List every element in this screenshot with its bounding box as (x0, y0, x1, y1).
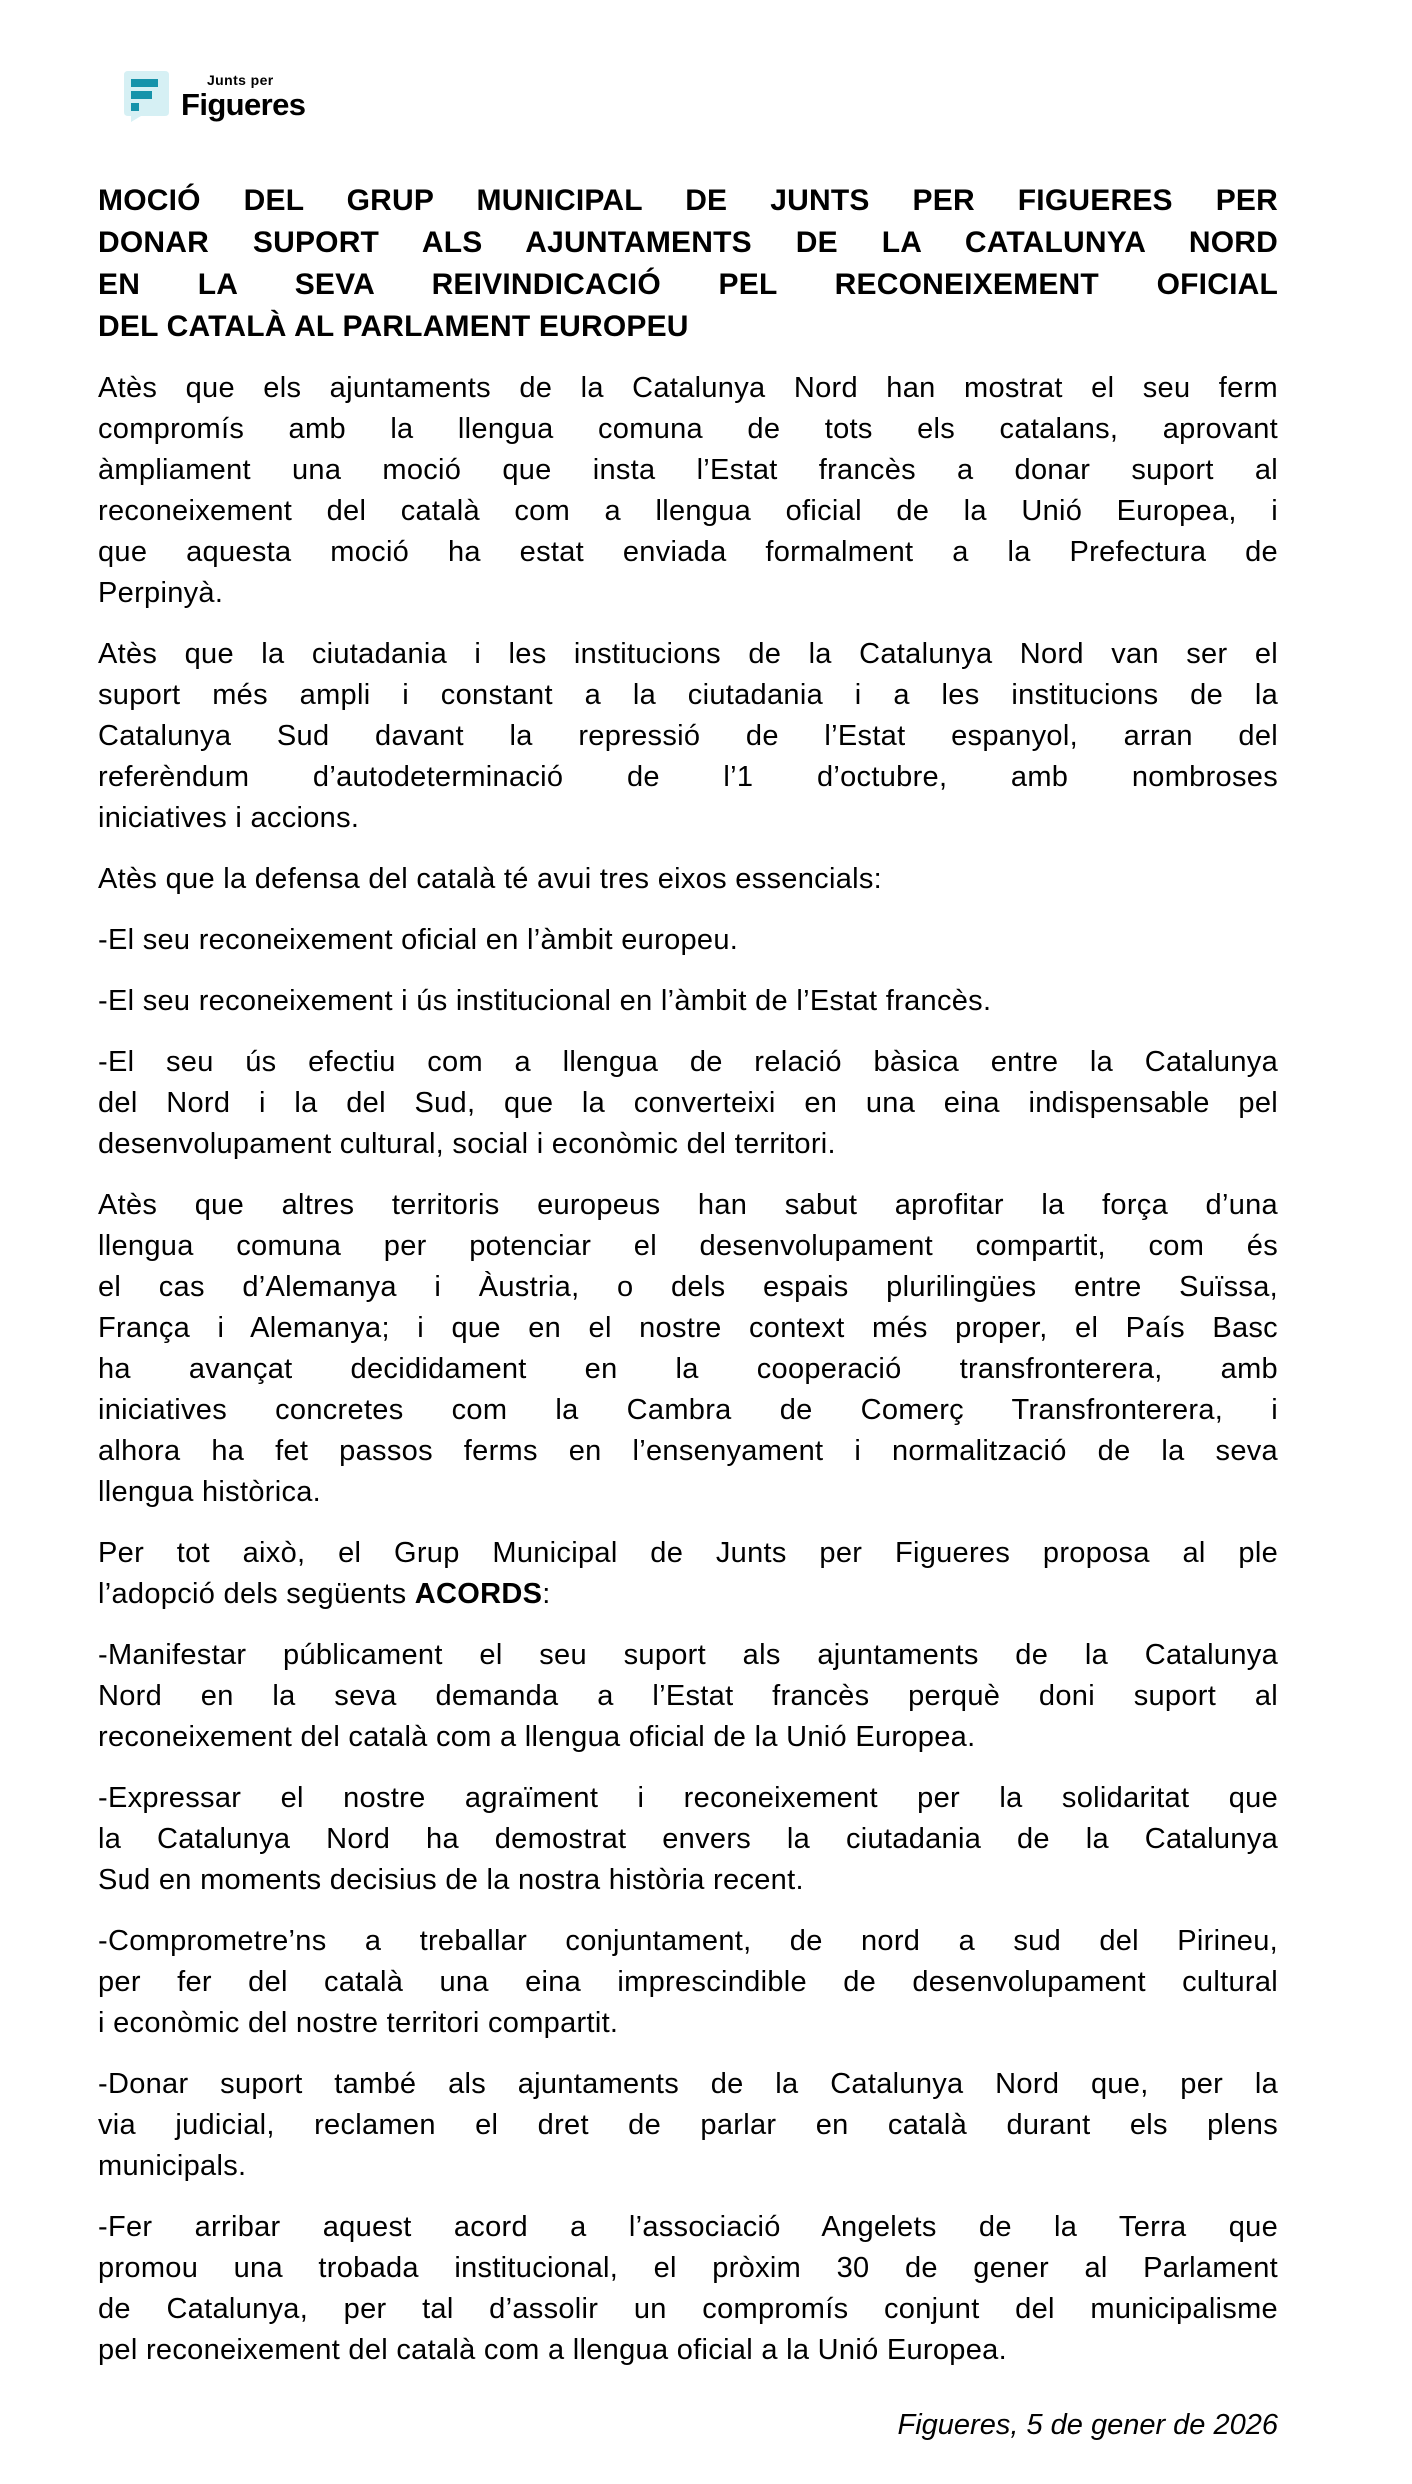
proposal-line-1: Per tot això, el Grup Municipal de Junts per Figueres proposa al ple (98, 1537, 1278, 1569)
bullet-eix-estat-frances: -El seu reconeixement i ús institucional en l’àmbit de l’Estat francès. (98, 985, 992, 1017)
accord-comprometre: -Comprometre’ns a treballar conjuntament, de nord a sud del Pirineu, per fer del català una eina imprescindible de desenvolupament cultural i econòmic del nostre territori compartit. (98, 1925, 1278, 2039)
proposal-line-2-colon: : (542, 1578, 551, 1610)
document-title: MOCIÓ DEL GRUP MUNICIPAL DE JUNTS PER FIGUERES PER DONAR SUPORT ALS AJUNTAMENTS DE LA CATALUNYA NORD EN LA SEVA REIVINDICACIÓ PEL RECONEIXEMENT OFICIAL DEL CATALÀ AL PARLAMENT EUROPEU (98, 184, 1278, 343)
accord-fer-arribar: -Fer arribar aquest acord a l’associació Angelets de la Terra que promou una trobada institucional, el pròxim 30 de gener al Parlament de Catalunya, per tal d’assolir un compromís conjunt del municipalisme pel reconeixement del català com a llengua oficial a la Unió Europea. (98, 2211, 1278, 2366)
accord-donar-suport: -Donar suport també als ajuntaments de la Catalunya Nord que, per la via judicial, reclamen el dret de parlar en català durant els plens municipals. (98, 2068, 1278, 2182)
paragraph-ates-territoris: Atès que altres territoris europeus han sabut aprofitar la força d’una llengua comuna per potenciar el desenvolupament compartit, com és el cas d’Alemanya i Àustria, o dels espais plurilingües entre Suïssa, França i Alemanya; i que en el nostre context més proper, el País Basc ha avançat decididament en la cooperació transfronterera, amb iniciatives concretes com la Cambra de Comerç Transfronterera, i alhora ha fet passos ferms en l’ensenyament i normalització de la seva llengua històrica. (98, 1189, 1278, 1508)
accord-manifestar: -Manifestar públicament el seu suport als ajuntaments de la Catalunya Nord en la seva demanda a l’Estat francès perquè doni suport al reconeixement del català com a llengua oficial de la Unió Europea. (98, 1639, 1278, 1753)
paragraph-ates-ajuntaments: Atès que els ajuntaments de la Catalunya Nord han mostrat el seu ferm compromís amb la llengua comuna de tots els catalans, aprovant àmpliament una moció que insta l’Estat francès a donar suport al reconeixement del català com a llengua oficial de la Unió Europea, i que aquesta moció ha estat enviada formalment a la Prefectura de Perpinyà. (98, 372, 1278, 609)
acords-bold-label: ACORDS (414, 1578, 543, 1610)
speech-bubble-icon (124, 71, 169, 122)
signature-date-line: Figueres, 5 de gener de 2026 (897, 2409, 1278, 2441)
bullet-eix-europeu: -El seu reconeixement oficial en l’àmbit europeu. (98, 924, 739, 956)
proposal-line-2-text: l’adopció dels següents (98, 1578, 415, 1610)
logo-wordmark (181, 73, 305, 121)
document-body (98, 180, 1278, 2446)
accord-expressar: -Expressar el nostre agraïment i reconeixement per la solidaritat que la Catalunya Nord ha demostrat envers la ciutadania de la Catalunya Sud en moments decisius de la nostra història recent. (98, 1782, 1278, 1896)
bullet-eix-us-efectiu: -El seu ús efectiu com a llengua de relació bàsica entre la Catalunya del Nord i la del Sud, que la converteixi en una eina indispensable pel desenvolupament cultural, social i econòmic del territori. (98, 1046, 1278, 1160)
paragraph-ates-ciutadania: Atès que la ciutadania i les institucions de la Catalunya Nord van ser el suport més ampli i constant a la ciutadania i a les institucions de la Catalunya Sud davant la repressió de l’Estat espanyol, arran del referèndum d’autodeterminació de l’1 d’octubre, amb nombroses iniciatives i accions. (98, 638, 1278, 834)
logo-brand-small: Junts per (207, 71, 274, 88)
logo-brand-large: Figueres (181, 86, 306, 122)
junts-per-figueres-logo (95, 28, 332, 165)
paragraph-ates-defensa: Atès que la defensa del català té avui tres eixos essencials: (98, 863, 883, 895)
proposal-line-2 (98, 1574, 1278, 1615)
paragraph-proposal-acords (98, 1533, 1278, 1615)
